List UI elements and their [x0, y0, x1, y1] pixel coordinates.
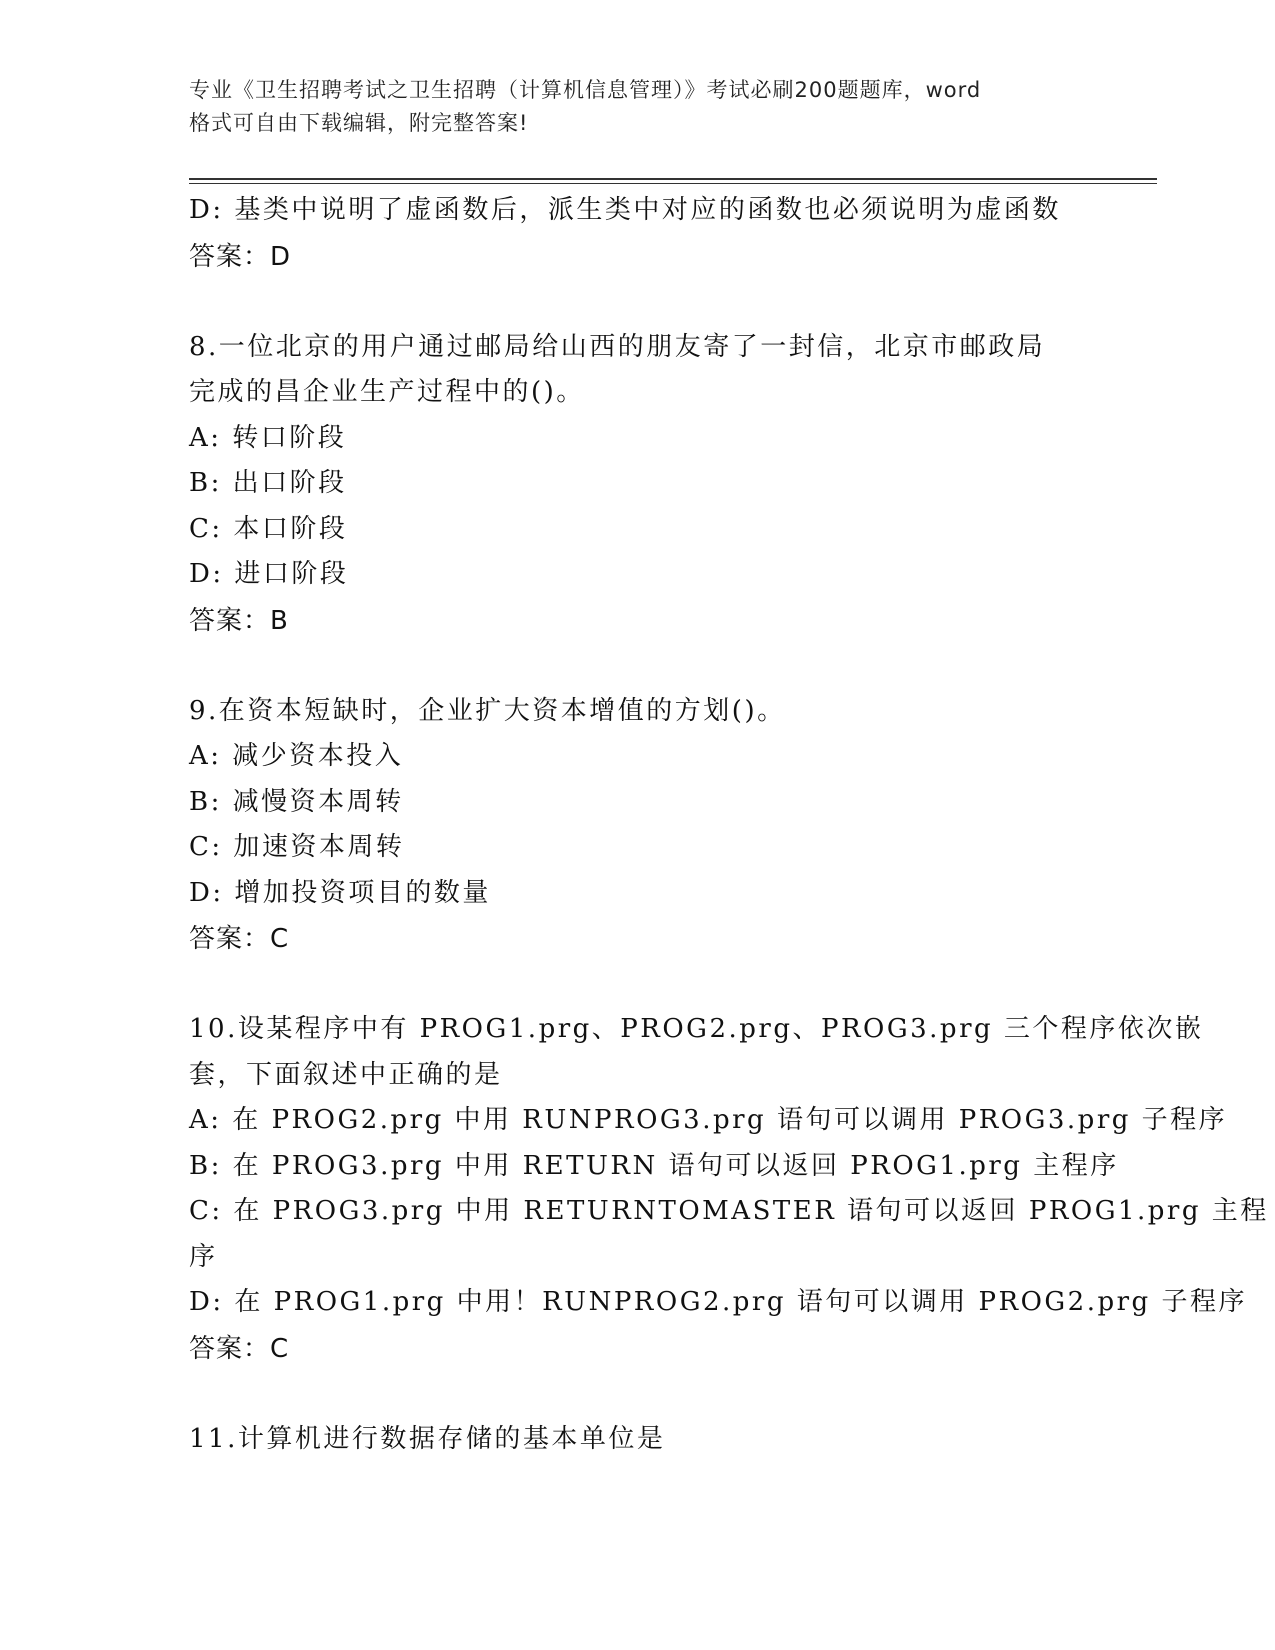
spacer [189, 644, 1089, 689]
question-stem: 10.设某程序中有 PROG1.prg、PROG2.prg、PROG3.prg 三个程序依次嵌 [189, 1014, 1204, 1044]
header-line-1: 专业《卫生招聘考试之卫生招聘（计算机信息管理）》考试必刷200题题库，word [189, 78, 982, 102]
spacer [189, 280, 1089, 325]
answer-line: 答案：C [189, 1333, 290, 1364]
option-b: B: 出口阶段 [189, 468, 347, 498]
option-a: A: 在 PROG2.prg 中用 RUNPROG3.prg 语句可以调用 PROG3.prg 子程序 [189, 1105, 1228, 1135]
option-a: A: 减少资本投入 [189, 741, 404, 771]
question-list [189, 188, 1269, 1462]
question-stem: 11.计算机进行数据存储的基本单位是 [189, 1423, 666, 1454]
question-block-8 [189, 325, 1089, 644]
header-rule-thick [189, 178, 1157, 180]
question-block-10 [189, 1007, 1269, 1372]
option-d: D: 基类中说明了虚函数后，派生类中对应的函数也必须说明为虚函数 [189, 195, 1061, 225]
question-stem: 8.一位北京的用户通过邮局给山西的朋友寄了一封信，北京市邮政局 [189, 331, 1046, 362]
option-b: B: 在 PROG3.prg 中用 RETURN 语句可以返回 PROG1.prg 主程序 [189, 1150, 1119, 1181]
option-b: B: 减慢资本周转 [189, 786, 404, 817]
option-a: A: 转口阶段 [189, 422, 347, 453]
option-d: D: 在 PROG1.prg 中用！RUNPROG2.prg 语句可以调用 PROG2.prg 子程序 [189, 1287, 1247, 1317]
question-block-prev [189, 188, 1089, 280]
question-block-11 [189, 1417, 1089, 1463]
option-d: D: 进口阶段 [189, 559, 349, 589]
header-rule-thin [189, 183, 1157, 184]
answer-line: 答案：B [189, 605, 289, 636]
header-line-2: 格式可自由下载编辑，附完整答案! [189, 111, 529, 135]
option-c: C: 加速资本周转 [189, 832, 405, 862]
answer-line: 答案：D [189, 241, 292, 272]
option-c-continued: 序 [189, 1241, 218, 1272]
spacer [189, 1372, 1089, 1417]
option-c: C: 在 PROG3.prg 中用 RETURNTOMASTER 语句可以返回 PROG1.prg 主程 [189, 1196, 1269, 1226]
option-d: D: 增加投资项目的数量 [189, 877, 491, 908]
spacer [189, 962, 1089, 1007]
page-header [189, 74, 1089, 140]
question-stem-continued: 套，下面叙述中正确的是 [189, 1059, 503, 1090]
question-stem: 9.在资本短缺时，企业扩大资本增值的方划()。 [189, 695, 786, 726]
question-block-9 [189, 689, 1089, 963]
option-c: C: 本口阶段 [189, 513, 348, 544]
question-stem-continued: 完成的昌企业生产过程中的()。 [189, 377, 585, 407]
answer-line: 答案：C [189, 924, 290, 954]
